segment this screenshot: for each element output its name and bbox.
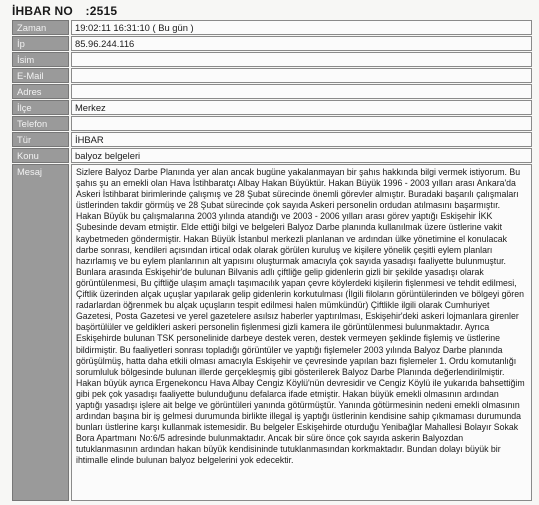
- field-label: Tür: [12, 132, 69, 147]
- ihbar-no-label: İHBAR NO: [12, 4, 73, 18]
- field-row-zaman: [12, 20, 532, 35]
- field-label: Telefon: [12, 116, 69, 131]
- field-row-telefon: [12, 116, 532, 131]
- message-label: Mesaj: [12, 164, 69, 501]
- field-value-email: [71, 68, 532, 83]
- field-row-konu: [12, 148, 532, 163]
- field-label: İp: [12, 36, 69, 51]
- field-value-adres: [71, 84, 532, 99]
- ihbar-form: [12, 20, 532, 501]
- field-value-tur: İHBAR: [71, 132, 532, 147]
- field-row-ip: [12, 36, 532, 51]
- field-row-adres: [12, 84, 532, 99]
- field-value-zaman: 19:02:11 16:31:10 ( Bu gün ): [71, 20, 532, 35]
- field-value-ip: 85.96.244.116: [71, 36, 532, 51]
- field-value-konu: balyoz belgeleri: [71, 148, 532, 163]
- message-body: Sizlere Balyoz Darbe Planında yer alan ancak bugüne yakalanmayan bir şahıs hakkında bilgi vermek istiyorum. Bu şahıs şu an emekli olan Hava İstihbaratçı Albay Hakan Büyüktür. Hakan Büyük 1996 - 2003 yılları arası Ankara'da Askeri İstihbarat birimlerinde çalışmış ve 28 Şubat sürecinde önemli görevler almıştır. Buradaki başarılı çalışmaları üstlerinden takdir görmüş ve 28 Şubat sürecinde çok sayıda Askeri personelin ordudan atılmasını başarmıştır. Hakan Büyük bu çalışmalarına 2003 yılında atandığı ve 2003 - 2006 yılları arası görev yaptığı Eskişehir İKK Şubesinde devam etmiştir. Elde ettiği bilgi ve belgeleri Balyoz Darbe planında kullanılmak üzere üstlerine vakit kaybetmeden göndermiştir. Hakan Büyük İstanbul merkezli planlanan ve ardından ülke yönetimine el konulacak darbe sonrası, kendileri açısından irtical odak olarak görülen kuruluş ve kişilere yönelik çeşitli eylem planları hazırlamış ve bu eylem planlarının alt yapısını oluşturmak amacıyla çok sayıda yasadışı faaliyette bulunmuştur. Bunlara arasında Eskişehir'de bulunan Bilvanis adlı çiftliğe gelip gidenlerin gizli bir şekilde yasadışı olarak görüntülenmesi, Bu çiftliğe ulaşım amaçlı taşımacılık yapan çevre köylerdeki kişilerin fişlenmesi ve tehdit edilmesi, Çiftlik üzerinden alçak uçuşlar yapılarak gelip gidenlerin korkutulması (İlgili filoların görüntülerinden ve bölgeyi gören radarlardan öğrenmek bu alçak uçuşların tespit edilmesi halen mümkündür) Çiftlikle ilgili olarak Cumhuriyet Gazetesi, Posta Gazetesi ve yerel gazetelere asılsız haberler yaptırılması, Eskişehir'deki askeri lojmanlara girenler başörtülüler ve geldikleri askeri personelin fişlenmesi gizli kamera ile görüntülenmesi bulunmaktadır. Ayrıca Eskişehirde bulunan TSK personelinide darbeye destek veren, destek vermeyen şeklinde fişlemiş ve üstlerine bildirmiştir. Bu faaliyetleri sonrası topladığı görüntüler ve yaptığı fişlemeler 2003 yılında Balyoz Darbe planında görüşülmüş, hatta daha etkili olması amacıyla Eskişehir ve çevresinde yapılan bazı fişlemeler 1. Ordu komutanlığı sorumluluk bölgesinde bulunan illerde gerçekleşmiş gibi gösterilerek Balyoz Darbe Planında değerlendirilmiştir. Hakan büyük ayrıca Ergenekoncu Hava Albay Cengiz Köylü'nün devresidir ve Cengiz Köylü ile yukarıda bahsettiğim gibi pek çok yasadışı faaliyette bulunduğunu defalarca ifade etmiştir. Hakan büyük emekli olmasının ardından yaptığı yasadışı işlere ait belge ve görüntüleri yanında götürmüştür. Yanında götürmesinin nedeni emekli olmasının ardından başına bir iş gelmesi durumunda birlikte illegal iş yaptığı üstlerinin kendisine sahip çıkmaması durumunda bunları üstlerine karşı kullanmak istemesidir. Bu belgeler Eskişehirde oturduğu Yenibağlar Mahallesi Bolayır Sokak Bora Apartmanı No:6/5 adresinde bulunmaktadır. Ancak bir süre önce çok sayıda askerin Balyozdan tutuklanmasının ardından hakan büyük kendisininde tutuklanmasından korkmaktadır. Bundan dolayı büyük bir ihtimalle elinde bulunan balyoz belgelerini yok edecektir.: [71, 164, 532, 501]
- field-row-email: [12, 68, 532, 83]
- message-row: [12, 164, 532, 501]
- field-label: Zaman: [12, 20, 69, 35]
- field-label: Konu: [12, 148, 69, 163]
- ihbar-header: [12, 4, 117, 18]
- field-value-isim: [71, 52, 532, 67]
- field-row-tur: [12, 132, 532, 147]
- field-row-isim: [12, 52, 532, 67]
- field-label: İlçe: [12, 100, 69, 115]
- ihbar-no-value: :2515: [85, 4, 118, 18]
- field-value-ilce: Merkez: [71, 100, 532, 115]
- field-label: Adres: [12, 84, 69, 99]
- field-value-telefon: [71, 116, 532, 131]
- field-label: İsim: [12, 52, 69, 67]
- field-row-ilce: [12, 100, 532, 115]
- field-label: E-Mail: [12, 68, 69, 83]
